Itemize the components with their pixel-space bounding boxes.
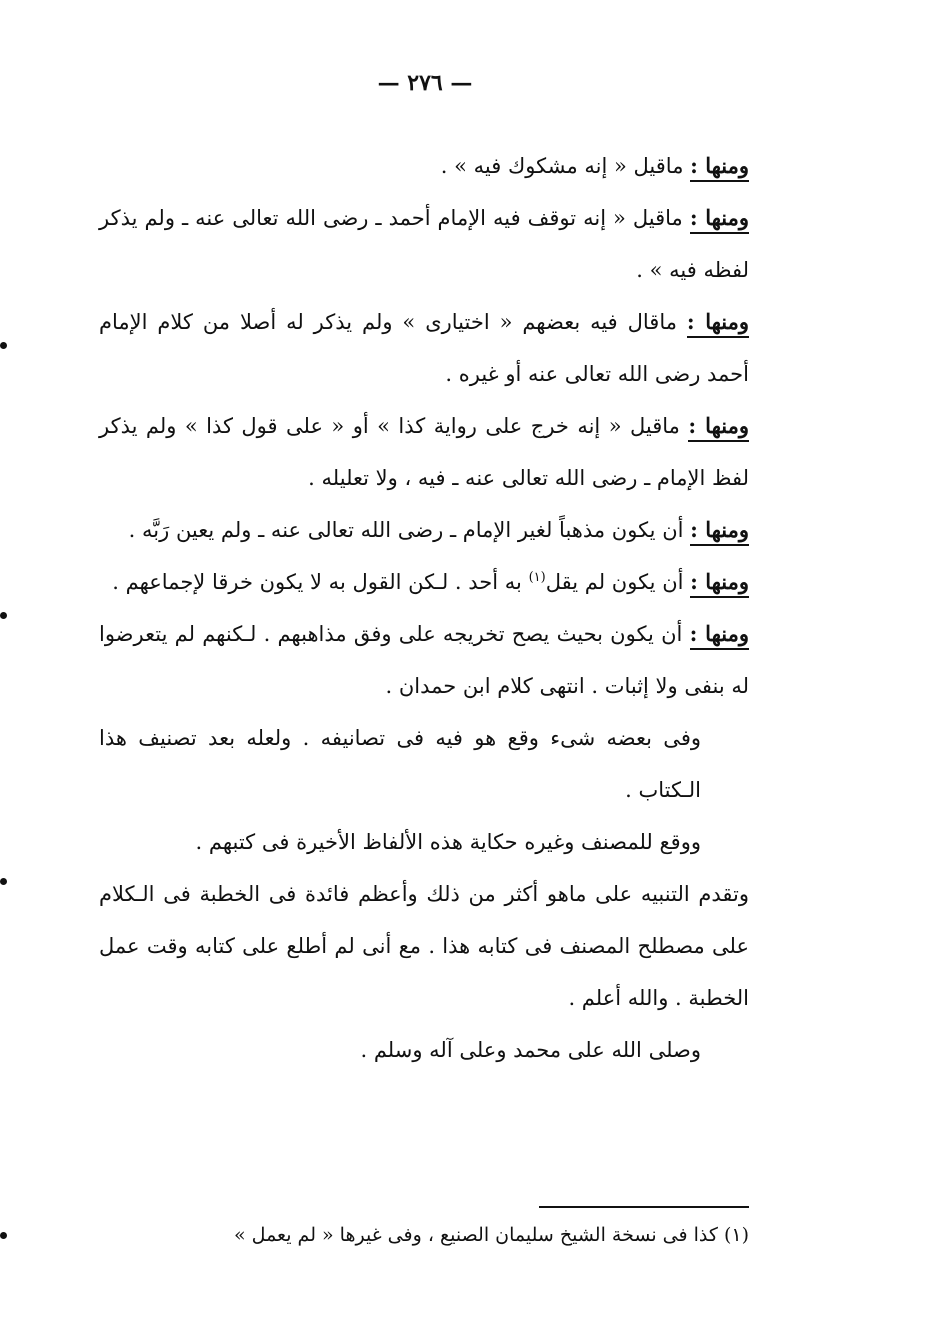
paragraph-text: وتقدم التنبيه على ماهو أكثر من ذلك وأعظم فائدة فى الخطبة فى الـكلام على مصطلح المصنف فى كتابه هذا . مع أنى لم أطلع على كتابه وقت عمل الخطبة . والله أعلم . bbox=[99, 882, 749, 1010]
paragraph-5 bbox=[99, 504, 749, 556]
scan-edge-mark bbox=[0, 342, 7, 349]
paragraph-text: وفى بعضه شىء وقع هو فيه فى تصانيفه . ولعله بعد تصنيف هذا الـكتاب . bbox=[99, 726, 701, 802]
paragraph-text: أن يكون لم يقل bbox=[545, 570, 691, 594]
paragraph-2 bbox=[99, 192, 749, 296]
paragraph-text: وصلى الله على محمد وعلى آله وسلم . bbox=[360, 1038, 701, 1062]
paragraph-lead: ومنها : bbox=[690, 569, 749, 598]
paragraph-3 bbox=[99, 296, 749, 400]
paragraph-text: ووقع للمصنف وغيره حكاية هذه الألفاظ الأخيرة فى كتبهم . bbox=[195, 830, 701, 854]
footnote-divider bbox=[539, 1206, 749, 1208]
paragraph-lead: ومنها : bbox=[690, 153, 749, 182]
paragraph-8 bbox=[99, 712, 749, 816]
paragraph-text: ماقيل « إنه توقف فيه الإمام أحمد ـ رضى الله تعالى عنه ـ ولم يذكر لفظه فيه » . bbox=[99, 206, 749, 282]
paragraph-9 bbox=[99, 816, 749, 868]
footnote-reference: (١) bbox=[528, 570, 546, 585]
paragraph-lead: ومنها : bbox=[688, 413, 749, 442]
paragraph-text: أن يكون بحيث يصح تخريجه على وفق مذاهبهم . لـكنهم لم يتعرضوا له بنفى ولا إثبات . انتهى كلام ابن حمدان . bbox=[99, 622, 749, 698]
paragraph-1 bbox=[99, 140, 749, 192]
paragraph-lead: ومنها : bbox=[690, 517, 749, 546]
scan-edge-mark bbox=[0, 612, 7, 619]
paragraph-text: ماقال فيه بعضهم « اختيارى » ولم يذكر له أصلا من كلام الإمام أحمد رضى الله تعالى عنه أو غيره . bbox=[99, 310, 749, 386]
paragraph-10 bbox=[99, 868, 749, 1024]
paragraph-text: ماقيل « إنه مشكوك فيه » . bbox=[440, 154, 691, 178]
paragraph-4 bbox=[99, 400, 749, 504]
scan-edge-mark bbox=[0, 878, 7, 885]
main-text bbox=[99, 140, 749, 1076]
paragraph-lead: ومنها : bbox=[690, 205, 749, 234]
footnote: (١) كذا فى نسخة الشيخ سليمان الصنيع ، وفى غيرها « لم يعمل » bbox=[234, 1224, 749, 1246]
scan-edge-mark bbox=[0, 1232, 7, 1239]
paragraph-lead: ومنها : bbox=[687, 309, 749, 338]
paragraph-text: ماقيل « إنه خرج على رواية كذا » أو « على قول كذا » ولم يذكر لفظ الإمام ـ رضى الله تعالى عنه ـ فيه ، ولا تعليله . bbox=[99, 414, 749, 490]
page-number: — ٢٧٦ — bbox=[377, 70, 473, 96]
paragraph-11 bbox=[99, 1024, 749, 1076]
paragraph-7 bbox=[99, 608, 749, 712]
paragraph-text: أن يكون مذهباً لغير الإمام ـ رضى الله تعالى عنه ـ ولم يعين رَبَّه . bbox=[128, 518, 691, 542]
paragraph-text: به أحد . لـكن القول به لا يكون خرقا لإجماعهم . bbox=[112, 570, 529, 594]
paragraph-6 bbox=[99, 556, 749, 608]
paragraph-lead: ومنها : bbox=[690, 621, 749, 650]
